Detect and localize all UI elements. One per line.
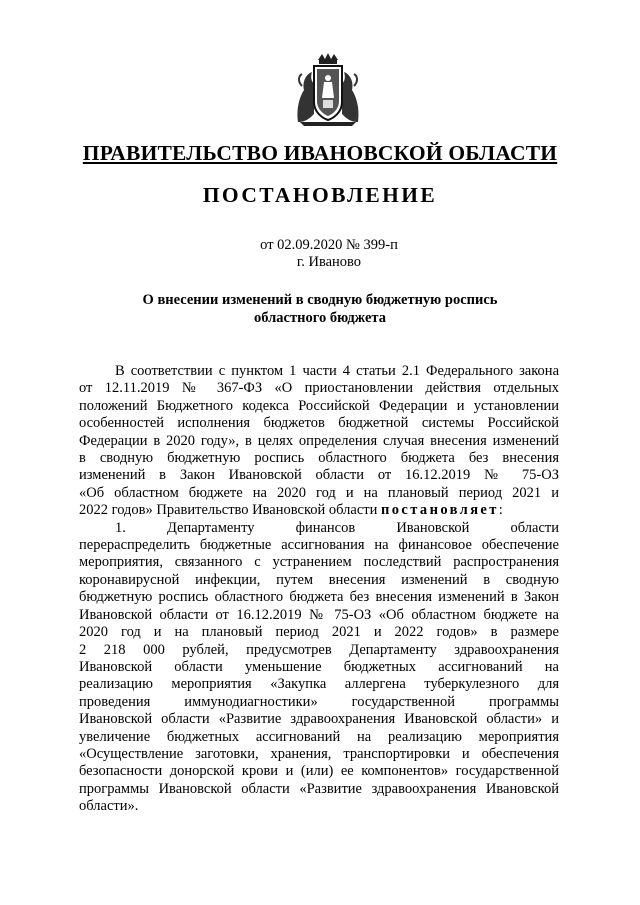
paragraph-line: Федерации в 2020 году», в целях определения случая внесения изменений: [79, 432, 559, 449]
paragraph-line: коронавирусной инфекции, путем внесения изменений в сводную: [79, 571, 559, 588]
resolves-word: постановляет: [380, 502, 499, 519]
document-body: [79, 363, 559, 816]
resolution-suffix: :: [498, 502, 503, 519]
paragraph-line: проведения иммунодиагностики» государственной программы: [79, 693, 559, 710]
subject-line: областного бюджета: [254, 310, 386, 326]
city: г. Иваново: [296, 254, 362, 270]
paragraph-line: от 12.11.2019 № 367-ФЗ «О приостановлении действия отдельных: [79, 380, 559, 397]
paragraph-line: «Об областном бюджете на 2020 год и на плановый период 2021 и: [79, 484, 559, 501]
paragraph-line: положений Бюджетного кодекса Российской Федерации и установлении: [79, 397, 559, 414]
paragraph-line: перераспределить бюджетные ассигнования на финансовое обеспечение: [79, 537, 559, 554]
coat-of-arms-icon: [292, 52, 364, 128]
paragraph-line: бюджетную роспись областного бюджета без внесения изменений в Закон: [79, 589, 559, 606]
paragraph-line: безопасности донорской крови и (или) ее компонентов» государственной: [79, 763, 559, 780]
document-type: ПОСТАНОВЛЕНИЕ: [202, 183, 438, 207]
document-subject: [0, 291, 640, 327]
paragraph-line: Ивановской области «Развитие здравоохранения Ивановской области» и: [79, 711, 559, 728]
paragraph-line: программы Ивановской области «Развитие здравоохранения Ивановской: [79, 780, 559, 797]
paragraph-line: области».: [79, 798, 139, 815]
paragraph-line: Ивановской области от 16.12.2019 № 75-ОЗ «Об областном бюджете на: [79, 606, 559, 623]
paragraph-line: изменений в Закон Ивановской области от 16.12.2019 № 75-ОЗ: [79, 467, 559, 484]
paragraph-line: «Осуществление заготовки, хранения, транспортировки и обеспечения: [79, 745, 559, 762]
government-name: ПРАВИТЕЛЬСТВО ИВАНОВСКОЙ ОБЛАСТИ: [82, 141, 558, 165]
paragraph-line: Ивановской области уменьшение бюджетных ассигнований на: [79, 658, 559, 675]
paragraph-line: 2020 год и на плановый период 2021 и 2022 годов» в размере: [79, 624, 559, 641]
paragraph-line: в сводную бюджетную роспись областного бюджета без внесения: [79, 450, 559, 467]
paragraph-line: реализацию мероприятия «Закупка аллергена туберкулезного для: [79, 676, 559, 693]
paragraph-line: 1. Департаменту финансов Ивановской области: [115, 519, 559, 536]
paragraph-line: [79, 502, 559, 519]
paragraph-line: особенностей исполнения бюджетов бюджетной системы Российской: [79, 415, 559, 432]
paragraph-line: 2 218 000 рублей, предусмотрев Департаменту здравоохранения: [79, 641, 559, 658]
paragraph-line: увеличение бюджетных ассигнований на реализацию мероприятия: [79, 728, 559, 745]
subject-line: О внесении изменений в сводную бюджетную роспись: [142, 292, 498, 308]
paragraph-line: мероприятия, связанного с устранением последствий распространения: [79, 554, 559, 571]
date-number: от 02.09.2020 № 399-п: [260, 237, 398, 253]
resolution-prefix: 2022 годов» Правительство Ивановской области: [79, 502, 378, 519]
document-meta: [0, 237, 640, 271]
paragraph-line: В соответствии с пунктом 1 части 4 статьи 2.1 Федерального закона: [115, 363, 559, 379]
